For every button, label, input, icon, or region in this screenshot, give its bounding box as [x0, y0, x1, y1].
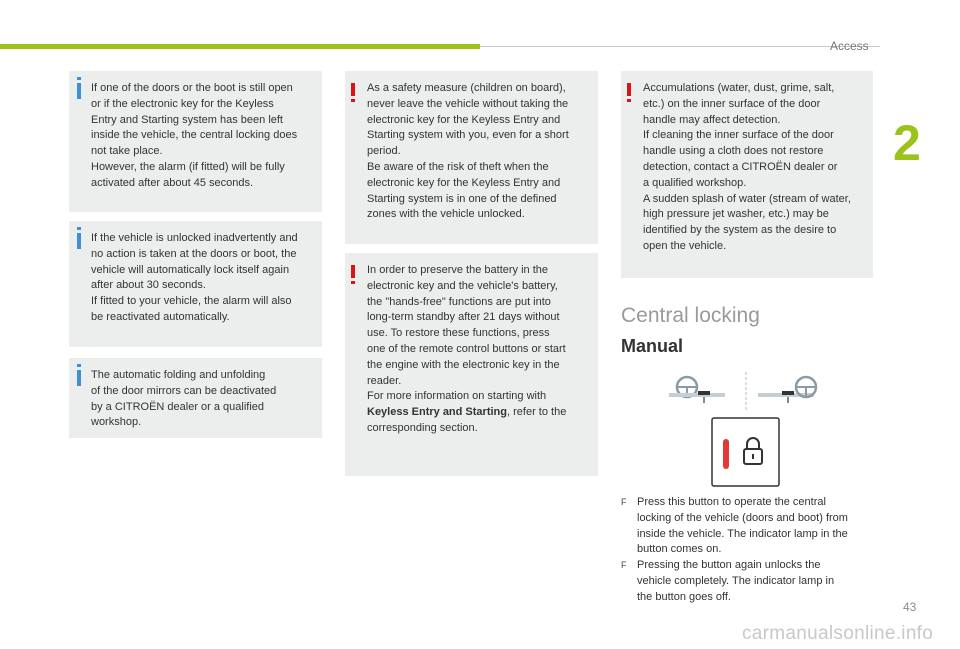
warning-icon — [351, 265, 355, 278]
warning-icon — [351, 83, 355, 96]
info-text: If one of the doors or the boot is still open or if the electronic key for the Keyless Entry and Starting system has been left inside the vehicle, the central locking does not take place. However, the alarm (if fitted) will be fully activated after about 45 seconds. — [91, 82, 298, 189]
bullet-arrow-icon: F — [621, 560, 627, 571]
chapter-number: 2 — [893, 115, 921, 171]
warning-icon — [627, 83, 631, 96]
section-title: Access — [830, 39, 869, 53]
bullet-arrow-icon: F — [621, 497, 627, 507]
list-item-text: Pressing the button again unlocks the vehicle completely. The indicator lamp in the button goes off. — [637, 559, 835, 603]
info-icon — [77, 83, 81, 99]
warning-box-handle — [621, 71, 873, 278]
list-item — [621, 495, 879, 558]
info-icon — [77, 370, 81, 386]
page-number: 43 — [903, 600, 917, 614]
list-item-text: Press this button to operate the central locking of the vehicle (doors and boot) from inside the vehicle. The indicator lamp in the button comes on. — [637, 496, 848, 556]
warning-text: As a safety measure (children on board), never leave the vehicle without taking the electronic key for the Keyless Entry and Starting system with you, even for a short period. Be aware of the risk of theft when the electronic key for the Keyless Entry and Starting system is in one of the defined zones with the vehicle unlocked. — [367, 82, 569, 221]
warning-text-bold: Keyless Entry and Starting — [367, 406, 507, 419]
info-icon — [77, 233, 81, 249]
info-text: The automatic folding and unfolding of the door mirrors can be deactivated by a CITROËN dealer or a qualified workshop. — [91, 369, 277, 429]
warning-text-end: , refer to the corresponding section. — [367, 406, 567, 434]
watermark: carmanualsonline.info — [742, 623, 934, 644]
info-box-door-open — [69, 71, 322, 212]
warning-box-safety — [345, 71, 598, 244]
instruction-list — [621, 495, 879, 606]
warning-text-main: In order to preserve the battery in the electronic key and the vehicle's battery, the "hands-free" functions are put into long-term standby after 21 days without use. To restore these functions, press one of the remote control buttons or start the engine with the electronic key in the reader. For more information on starting with — [367, 264, 566, 403]
warning-text — [367, 263, 588, 437]
header-rule — [480, 46, 880, 47]
section-heading: Central locking — [621, 304, 760, 327]
info-text: If the vehicle is unlocked inadvertently and no action is taken at the doors or boot, the vehicle will automatically lock itself again after about 30 seconds. If fitted to your vehicle, the alarm will also be reactivated automatically. — [91, 232, 298, 323]
lock-button-icon — [712, 418, 779, 486]
warning-text: Accumulations (water, dust, grime, salt, etc.) on the inner surface of the door handle may affect detection. If cleaning the inner surface of the door handle using a cloth does not restore detection, contact a CITROËN dealer or a qualified workshop. A sudden splash of water (stream of water, high pressure jet washer, etc.) may be identified by the system as the desire to open the vehicle. — [643, 82, 851, 252]
steering-wheel-left-icon — [669, 377, 725, 403]
info-box-auto-relock — [69, 221, 322, 347]
central-locking-illustration — [660, 368, 830, 490]
steering-wheel-right-icon — [758, 377, 816, 403]
warning-box-battery — [345, 253, 598, 476]
header-accent-bar — [0, 44, 480, 49]
list-item — [621, 558, 879, 605]
info-box-mirrors — [69, 358, 322, 438]
subsection-heading: Manual — [621, 336, 684, 356]
